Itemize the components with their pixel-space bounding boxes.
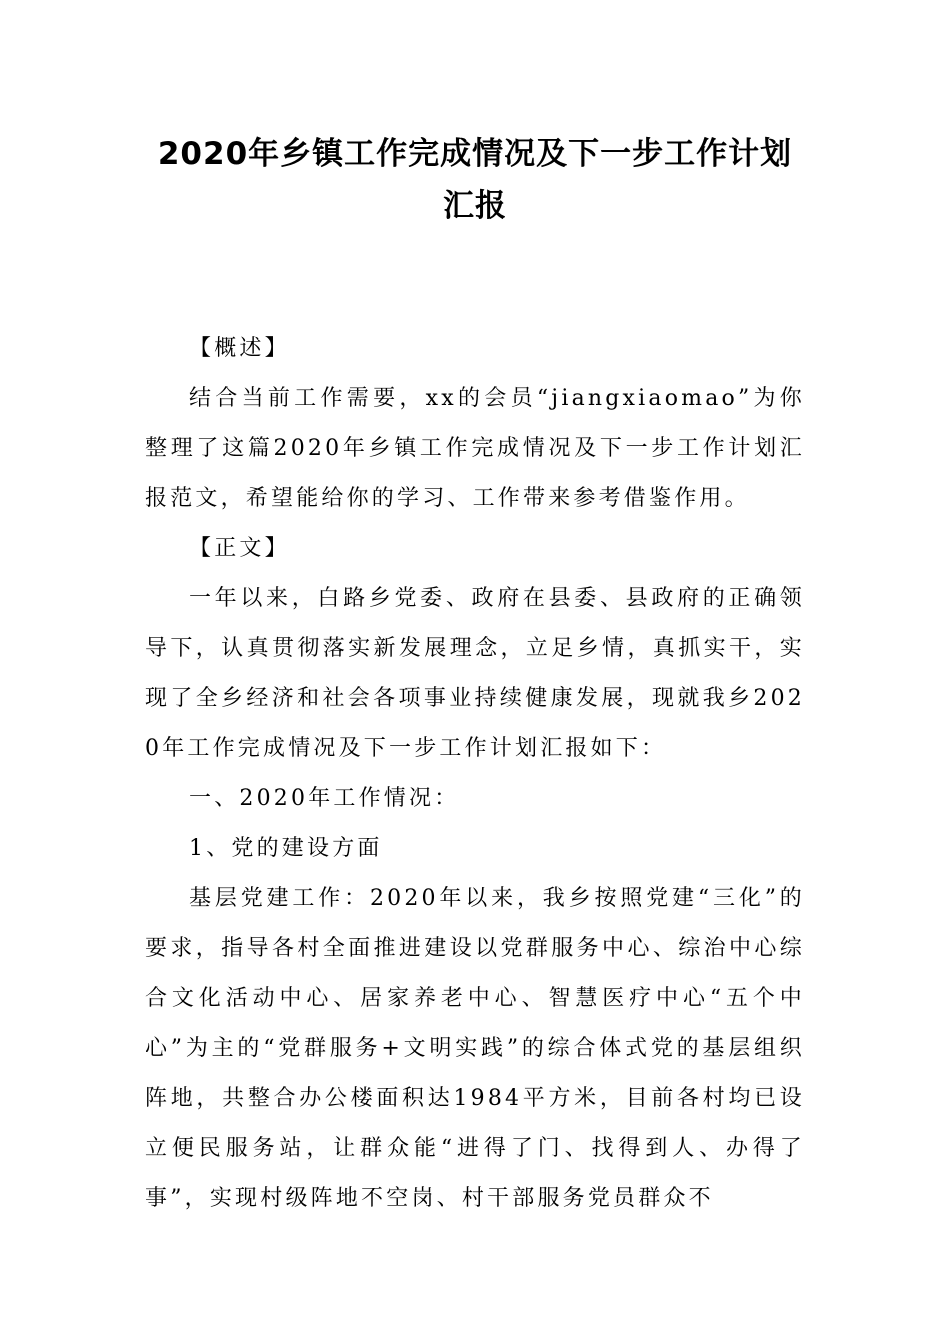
section-heading-work-status: 一、2020年工作情况：: [189, 786, 460, 811]
subsection-heading-party-building: 1、党的建设方面: [189, 836, 383, 861]
overview-paragraph: 结合当前工作需要，xx的会员“jiangxiaomao”为你整理了这篇2020年乡镇工作完成情况及下一步工作计划汇报范文，希望能给你的学习、工作带来参考借鉴作用。: [145, 386, 805, 511]
section-heading-overview: 【概述】: [189, 336, 290, 361]
intro-paragraph: 一年以来，白路乡党委、政府在县委、县政府的正确领导下，认真贯彻落实新发展理念，立足乡情，真抓实干，实现了全乡经济和社会各项事业持续健康发展，现就我乡2020年工作完成情况及下一步工作计划汇报如下：: [145, 586, 805, 761]
section-heading-main-text: 【正文】: [189, 536, 290, 561]
party-building-paragraph: 基层党建工作：2020年以来，我乡按照党建“三化”的要求，指导各村全面推进建设以党群服务中心、综治中心综合文化活动中心、居家养老中心、智慧医疗中心“五个中心”为主的“党群服务+文明实践”的综合体式党的基层组织阵地，共整合办公楼面积达1984平方米，目前各村均已设立便民服务站，让群众能“进得了门、找得到人、办得了事”，实现村级阵地不空岗、村干部服务党员群众不: [145, 886, 805, 1211]
document-body: [145, 324, 805, 1224]
document-title: 2020年乡镇工作完成情况及下一步工作计划汇报: [157, 136, 793, 224]
